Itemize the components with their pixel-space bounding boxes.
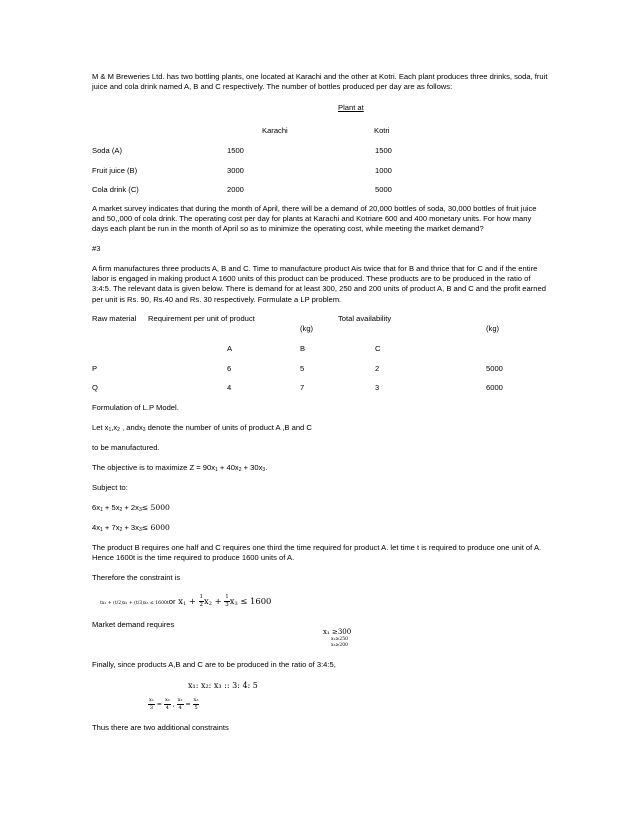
table2-header-req: Requirement per unit of product [148,314,255,323]
table2-cell: 2 [375,364,380,373]
table2-cell: 5 [300,364,305,373]
time-constraint: tx₁ + (t/2)x₂ + (t/3)x₃ ≤ 1600tor $x_1$ + $\frac{1}{2}$ $x_2$ + $\frac{1}{3}$ $x_3 \le 1600$ [100,594,272,608]
let-statement: Let $x_1,x_2$ , andx$_3$ denote the number of units of product A ,B and C [92,423,312,433]
table1-karachi: 2000 [227,185,244,194]
additional-constraints-line: Thus there are two additional constraints [92,723,229,732]
table1-row-label: Cola drink (C) [92,185,139,194]
subject-to: Subject to: [92,483,128,492]
problem-number: #3 [92,244,101,253]
table2-header-total: Total availability [338,314,392,323]
table2-cell: 6000 [486,383,503,392]
table2-cell: 3 [375,383,380,392]
manufactured-line: to be manufactured. [92,443,160,452]
table2-col-a: A [227,344,233,353]
ratio-equations: $\frac{\text{x₁}}{3}$ = $\frac{\text{x₂}}{4}$ , $\frac{\text{x₂}}{4}$ = $\frac{\text{x₃}}{5}$ [149,697,199,711]
objective-function: The objective is to maximize $Z = 90x_1 + 40x_2 + 30x_3$. [92,463,268,473]
table2-cell: 4 [227,383,232,392]
time-paragraph: The product B requires one half and C requires one third the time required for product A. let time t is required to produce one unit of A. Hence 1600t is the time required to produce 1600 units of A. [92,543,542,563]
finally-line: Finally, since products A,B and C are to be produced in the ratio of 3:4:5, [92,660,336,669]
table1-row-label: Soda (A) [92,146,122,155]
demand-constraint-c: x₃≥200 [331,643,349,648]
table2-col-b: B [300,344,306,353]
table2-col-c: C [375,344,381,353]
table1-row-label: Fruit juice (B) [92,166,138,175]
market-demand-line: Market demand requires [92,620,175,629]
col-karachi: Karachi [262,126,288,135]
table2-cell: 5000 [486,364,503,373]
constraint-p: $6x_1 + 5x_2 + 2x_3\le 5000$ [92,503,170,513]
table1-karachi: 1500 [227,146,244,155]
table2-header-raw: Raw material [92,314,137,323]
ratio-expression: x₁: x₂: x₃ :: 3: 4: 5 [188,681,258,690]
survey-paragraph: A market survey indicates that during the month of April, there will be a demand of 20,000 bottles of soda, 30,000 bottles of fruit juice and 50,,000 of cola drink. The operating cost per day for plants at Karachi and Kotriare 600 and 400 monetary units. For how many days each plant be run in the month of April so as to minimize the operating cost, while meeting the market demand? [92,204,537,234]
table2-row-label: Q [92,383,98,392]
demand-constraint-a: x₁ ≥300 [323,628,352,636]
intro-paragraph: M & M Breweries Ltd. has two bottling plants, one located at Karachi and the other at Kotri. Each plant produces three drinks, soda, fruit juice and cola drink named A, B and C respectively. The number of bottles produced per day are as follows: [92,72,548,92]
table1-kotri: 1500 [375,146,392,155]
constraint-q: $4x_1 + 7x_2 + 3x_3\le 6000$ [92,523,170,533]
table1-karachi: 3000 [227,166,244,175]
table1-kotri: 1000 [375,166,392,175]
formulation-heading: Formulation of L.P Model. [92,403,179,412]
therefore-line: Therefore the constraint is [92,573,181,582]
table2-header-kg: (kg) [486,324,500,333]
col-kotri: Kotri [374,126,390,135]
plant-header: Plant at [338,103,364,112]
table2-row-label: P [92,364,98,373]
problem3-paragraph: A firm manufactures three products A, B and C. Time to manufacture product Ais twice that for B and thrice that for C and if the entire labor is engaged in making product A 1600 units of this product can be produced. These products are to be produced in the ratio of 3:4:5. The relevant data is given below. There is demand for at least 300, 250 and 200 units of product A, B and C and the profit earned per unit is Rs. 90, Rs.40 and Rs. 30 respectively. Formulate a LP problem. [92,264,546,304]
table2-header-kg: (kg) [300,324,314,333]
demand-constraint-b: x₂≥250 [331,637,349,642]
table2-cell: 6 [227,364,232,373]
table2-cell: 7 [300,383,305,392]
table1-kotri: 5000 [375,185,392,194]
